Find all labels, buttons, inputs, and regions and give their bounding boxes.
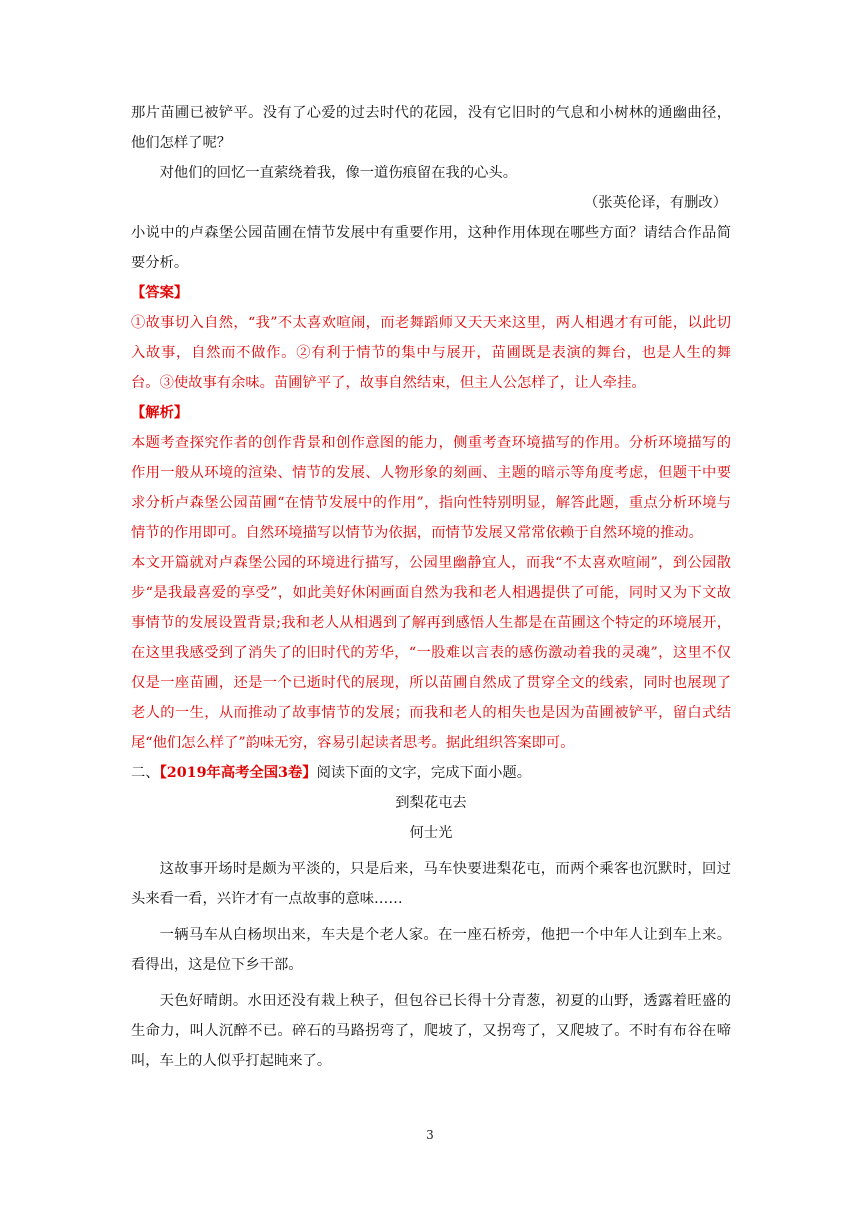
story-paragraph-1: 这故事开场时是颇为平淡的，只是后来，马车快要进梨花屯，而两个乘客也沉默时，回过头来看一看，兴许才有一点故事的意味…… — [131, 861, 731, 907]
section-2-source-tag: 【2019年高考全国3卷】 — [159, 765, 317, 781]
story-ending-paragraph: 那片苗圃已被铲平。没有了心爱的过去时代的花园，没有它旧时的气息和小树林的通幽曲径，他们怎样了呢？ — [131, 105, 731, 151]
analysis-paragraph-2: 本文开篇就对卢森堡公园的环境进行描写，公园里幽静宜人，而我“不太喜欢喧闹”，到公园散步“是我最喜爱的享受”，如此美好休闲画面自然为我和老人相遇提供了可能，同时又为下文故事情节的发展设置背景;我和老人从相遇到了解再到感悟人生都是在苗圃这个特定的环境展开，在这里我感受到了消失了的旧时代的芳华，“一股难以言表的感伤激动着我的灵魂”，这里不仅仅是一座苗圃，还是一个已逝时代的展现，所以苗圃自然成了贯穿全文的线索，同时也展现了老人的一生，从而推动了故事情节的发展；而我和老人的相失也是因为苗圃被铲平，留白式结尾“他们怎么样了”韵味无穷，容易引起读者思考。据此组织答案即可。 — [131, 555, 731, 751]
story-paragraph-3: 天色好晴朗。水田还没有栽上秧子，但包谷已长得十分青葱，初夏的山野，透露着旺盛的生命力，叫人沉醉不已。碎石的马路拐弯了，爬坡了，又拐弯了，又爬坡了。不时有布谷在啼叫，车上的人似乎打起盹来了。 — [131, 993, 731, 1069]
story-author: 何士光 — [409, 825, 453, 841]
analysis-paragraph-1: 本题考查探究作者的创作背景和创作意图的能力，侧重考查环境描写的作用。分析环境描写的作用一般从环境的渲染、情节的发展、人物形象的刻画、主题的暗示等角度考虑，但题干中要求分析卢森堡公园苗圃“在情节发展中的作用”，指向性特别明显，解答此题，重点分析环境与情节的作用即可。自然环境描写以情节为依据，而情节发展又常常依赖于自然环境的推动。 — [131, 435, 731, 541]
page-content — [131, 98, 731, 1076]
section-2-instruction: 阅读下面的文字，完成下面小题。 — [316, 765, 532, 781]
section-2-heading — [131, 758, 731, 788]
section-2-prefix: 二、 — [131, 765, 160, 781]
answer-label: 【答案】 — [131, 285, 189, 301]
story-memory-paragraph: 对他们的回忆一直萦绕着我，像一道伤痕留在我的心头。 — [159, 165, 518, 181]
analysis-label: 【解析】 — [131, 405, 189, 421]
question-text: 小说中的卢森堡公园苗圃在情节发展中有重要作用，这种作用体现在哪些方面？请结合作品简要分析。 — [131, 225, 731, 271]
page-number: 3 — [426, 1128, 434, 1142]
story-paragraph-2: 一辆马车从白杨坝出来，车夫是个老人家。在一座石桥旁，他把一个中年人让到车上来。看得出，这是位下乡干部。 — [131, 927, 731, 973]
answer-text: ①故事切入自然，“我”不太喜欢喧闹，而老舞蹈师又天天来这里，两人相遇才有可能，以此切入故事，自然而不做作。②有利于情节的集中与展开，苗圃既是表演的舞台，也是人生的舞台。③使故事有余味。苗圃铲平了，故事自然结束，但主人公怎样了，让人牵挂。 — [131, 315, 731, 391]
translator-source: （张英伦译，有删改） — [584, 195, 727, 211]
story-title: 到梨花屯去 — [395, 795, 467, 811]
